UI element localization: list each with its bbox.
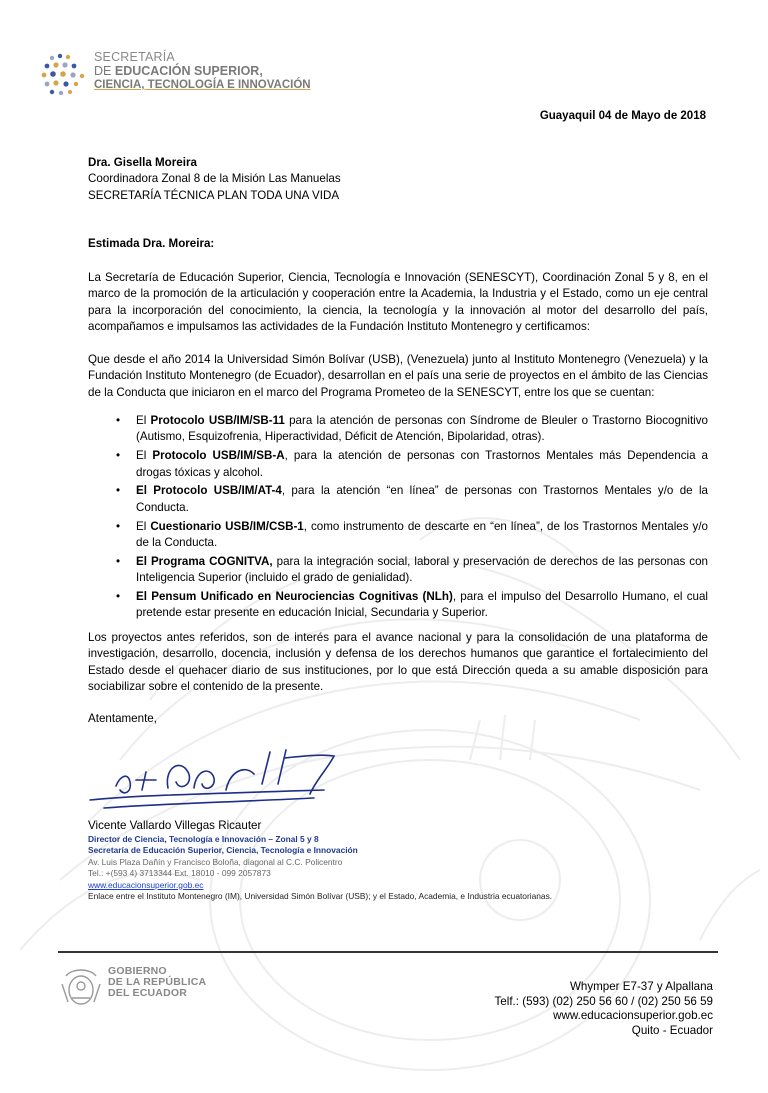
gobierno-ecuador-logo xyxy=(58,962,218,1012)
paragraph-context: Que desde el año 2014 la Universidad Simón Bolívar (USB), (Venezuela) junto al Instituto Montenegro (Venezuela) y la Fundación Instituto Montenegro (de Ecuador), desarrollan en el país una serie de proyectos en el ámbito de las Ciencias de la Conducta que iniciaron en el marco del Programa Prometeo de la SENESCYT, entre los que se cuentan: xyxy=(88,353,708,399)
signatory-role: Director de Ciencia, Tecnología e Innovación – Zonal 5 y 8 xyxy=(88,834,319,844)
project-description: para la atención de personas con Síndrome de Bleuler o Trastorno Biocognitivo (Autismo, Esquizofrenia, Hiperactividad, Déficit de Atención, Bipolaridad, otras). xyxy=(136,414,708,444)
project-description: , como instrumento de descarte en “en línea”, de los Trastornos Mentales y/o de la Conducta. xyxy=(136,519,709,550)
contact-website[interactable]: www.educacionsuperior.gob.ec xyxy=(553,1009,713,1023)
bullet-icon: • xyxy=(116,590,121,604)
project-description: , para la atención “en línea” de personas con Trastornos Mentales y/o de la Conducta. xyxy=(136,484,708,514)
logo-line2-prefix: DE xyxy=(94,64,112,78)
ecuador-shield-icon xyxy=(58,962,104,1010)
recipient-title: Coordinadora Zonal 8 de la Misión Las Manuelas xyxy=(88,172,341,186)
dotted-globe-icon xyxy=(38,50,94,102)
bullet-icon: • xyxy=(116,449,121,463)
signature-block xyxy=(88,818,688,902)
project-name: El Pensum Unificado en Neurociencias Cognitivas (NLh) xyxy=(136,590,453,604)
project-name: El Programa COGNITVA, xyxy=(136,554,273,568)
project-item xyxy=(88,483,708,516)
footer-divider xyxy=(58,951,718,953)
project-name: Protocolo USB/IM/SB-11 xyxy=(150,414,285,427)
senescyt-logo xyxy=(38,48,338,108)
project-name: Protocolo USB/IM/SB-A xyxy=(152,449,285,463)
projects-list xyxy=(88,413,708,624)
signatory-website-link[interactable]: www.educacionsuperior.gob.ec xyxy=(88,879,204,890)
bullet-icon: • xyxy=(116,554,121,568)
signatory-name: Vicente Vallardo Villegas Ricauter xyxy=(88,819,262,832)
contact-phone: Telf.: (593) (02) 250 56 60 / (02) 250 56 59 xyxy=(494,994,713,1008)
logo-line1: SECRETARÍA xyxy=(94,50,175,64)
contact-city: Quito - Ecuador xyxy=(631,1023,713,1037)
signatory-org: Secretaría de Educación Superior, Ciencia, Tecnología e Innovación xyxy=(88,845,358,856)
project-prefix: El xyxy=(136,449,153,463)
letter-date: Guayaquil 04 de Mayo de 2018 xyxy=(539,110,706,122)
recipient-block xyxy=(88,155,708,204)
project-name: Cuestionario USB/IM/CSB-1 xyxy=(150,519,304,533)
project-item xyxy=(88,448,708,481)
gov-line1: GOBIERNO xyxy=(108,965,167,977)
project-item xyxy=(88,589,708,622)
logo-line2-main: EDUCACIÓN SUPERIOR, xyxy=(114,64,263,78)
project-description: , para el impulso del Desarrollo Humano, el cual pretende estar presente en educación Inicial, Secundaria y Superior. xyxy=(136,590,709,620)
signatory-address: Av. Luis Plaza Dañín y Francisco Boloña, diagonal al C.C. Policentro xyxy=(88,856,343,867)
signatory-phone: Tel.: +(593 4) 3713344 Ext. 18010 - 099 2057873 xyxy=(88,868,271,879)
project-description: para la integración social, laboral y preservación de derechos de las personas con Inteligencia Superior (incluido el grado de genialidad). xyxy=(136,554,708,585)
bullet-icon: • xyxy=(116,519,121,533)
logo-wordmark xyxy=(94,50,311,92)
footer-contact xyxy=(495,980,714,1038)
project-name: El Protocolo USB/IM/AT-4 xyxy=(136,484,282,498)
logo-line3: CIENCIA, TECNOLOGÍA E INNOVACIÓN xyxy=(94,79,311,91)
project-item xyxy=(88,413,708,446)
project-prefix: El xyxy=(136,519,151,533)
signatory-note: Enlace entre el Instituto Montenegro (IM), Universidad Simón Bolívar (USB); y el Estado, Academia, e Industria ecuatorianas. xyxy=(88,891,553,902)
logo-line2 xyxy=(94,64,311,78)
project-prefix: El xyxy=(136,414,151,427)
bullet-icon: • xyxy=(116,414,121,427)
recipient-name: Dra. Gisella Moreira xyxy=(88,156,197,169)
paragraph-conclusion: Los proyectos antes referidos, son de interés para el avance nacional y para la consolidación de una plataforma de investigación, desarrollo, docencia, inclusión y defensa de los derechos humanos que garantice el fortalecimiento del Estado desde el quehacer diario de sus instituciones, por lo que está Dirección queda a su amable disposición para sociabilizar sobre el contenido de la presente. xyxy=(88,631,708,694)
gov-line2: DE LA REPÚBLICA xyxy=(108,976,207,988)
greeting: Estimada Dra. Moreira: xyxy=(88,237,215,250)
project-item xyxy=(88,519,708,552)
project-description: , para la atención de personas con Trastornos Mentales más Dependencia a drogas tóxicas y alcohol. xyxy=(136,449,708,479)
handwritten-signature xyxy=(84,738,344,818)
recipient-org: SECRETARÍA TÉCNICA PLAN TODA UNA VIDA xyxy=(88,188,340,202)
gov-wordmark xyxy=(108,966,206,999)
bullet-icon: • xyxy=(116,484,121,498)
project-item xyxy=(88,554,708,587)
contact-address: Whymper E7-37 y Alpallana xyxy=(569,980,713,993)
closing: Atentamente, xyxy=(88,712,157,725)
paragraph-intro: La Secretaría de Educación Superior, Ciencia, Tecnología e Innovación (SENESCYT), Coordinación Zonal 5 y 8, en el marco de la promoción de la articulación y cooperación entre la Academia, la Industria y el Estado, como un eje central para la incorporación del conocimiento, la ciencia, la tecnología y la innovación al motor del desarrollo del país, acompañamos e impulsamos las actividades de la Fundación Instituto Montenegro y certificamos: xyxy=(88,271,708,334)
gov-line3: DEL ECUADOR xyxy=(108,987,188,999)
